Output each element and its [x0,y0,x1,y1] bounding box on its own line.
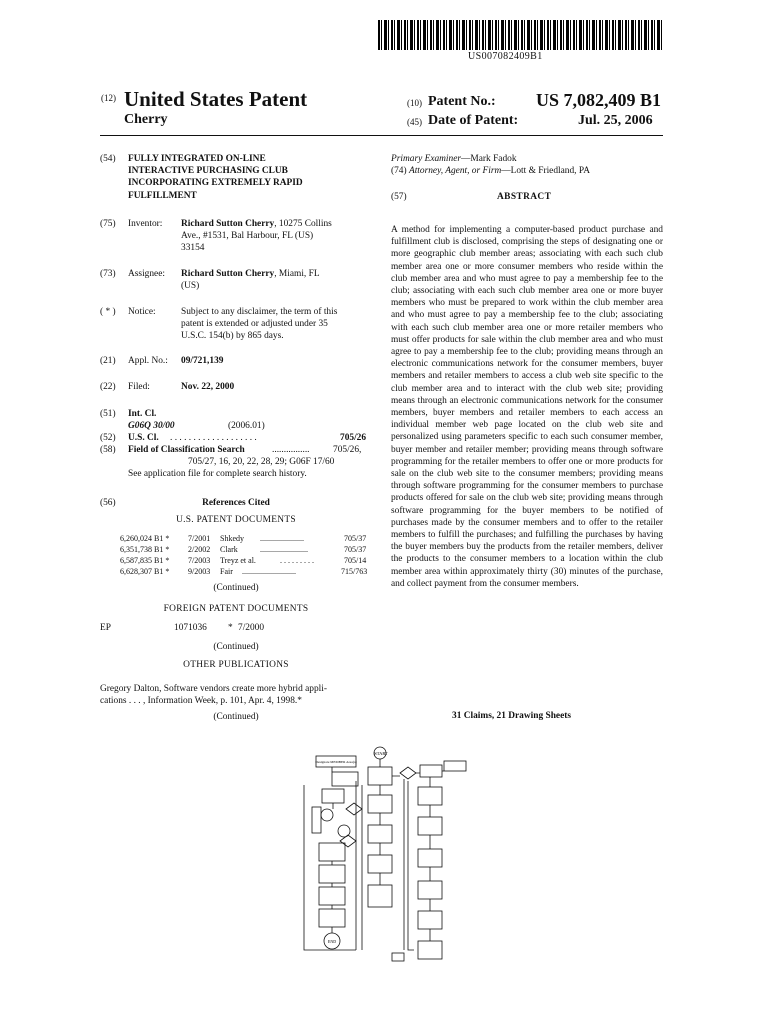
document-box [418,911,442,929]
patent-number: US 7,082,409 B1 [536,90,662,110]
table-row: 6,587,835 B1 * 7/2003 Treyz et al. . . . . . . . . . 705/14 [120,556,367,565]
abstract-code: (57) [391,192,407,202]
notice-label: Notice: [128,307,156,317]
abstract-text: A method for implementing a computer-based product purchase and fulfillment club is disclosed, comprising the steps of designating one or more geographic club member areas; associating with each such club member area one or more consumer members who reside within the club member area and who must agree to pay a membership fee to the club; associating with each such club member area one or more buyer members who must be prepared to work within the club member area and who must agree to pay a membership fee to the club; associating with each such club member area one or more retailer members who must offer products for sale within the club member area and who must agree to pay a membership fee to the club; providing means through an electronic communications network for the consumer members, buyer members and retailer members to access a club web site specific to the club member area and to interact with the club web site; providing means through an electronic communications network for the consumer members, buyer members and retailer members to each access an individual member web page located on the club web site and personalized using parameters specific to each such consumer member, buyer member and retailer member; providing means through software programming for the retailer members to offer one or more products for sale on the club web site to the consumer members; providing means through software programming for the consumer members to purchase products offered for sale on the club web site; providing means through software programming for the buyer members to be notified of purchases made by the consumer members and to offer to the retailer members to fulfill the purchases; and fulfilling the purchases by having the buyer members buy the products from the retailer members, deliver the products to the consumer members to a location within the club member area within approximately thirty (30) minutes of the purchase, and collect payment from the consumer members. [391,225,663,589]
filed-date: Nov. 22, 2000 [181,382,235,392]
field-code: (58) [100,445,116,455]
flow-box [444,761,466,771]
field-classes: 705/27, 16, 20, 22, 28, 29; G06F 17/60 [188,457,335,467]
flow-box [368,885,392,907]
field-label: Field of Classification Search [128,445,245,455]
inventor-code: (75) [100,219,116,229]
table-row: 6,351,738 B1 * 2/2002 Clark ........................ 705/37 [120,545,367,554]
filed-label: Filed: [128,382,150,392]
header-rule [100,135,663,136]
end-label: END [327,939,337,944]
flow-box [322,789,344,803]
decision-diamond [400,767,416,779]
field-dots: ................ [272,445,310,455]
uscl-code: (52) [100,433,116,443]
document-box [368,795,392,813]
notice-text: Subject to any disclaimer, the term of this patent is extended or adjusted under 35 U.S.C. 154(b) by 865 days. [181,307,338,342]
intcl-label: Int. Cl. [128,409,157,419]
start-label: START [374,751,388,756]
examiner-line: Primary Examiner—Mark Fadok [391,154,517,164]
connector-line [392,771,444,776]
document-box [418,817,442,835]
assignee-code: (73) [100,269,116,279]
other-pub-entry: Gregory Dalton, Software vendors create more hybrid appli- cations . . . , Information Week, p. 101, Apr. 4, 1998.* [100,684,328,707]
claims-count: 31 Claims, 21 Drawing Sheets [452,711,572,721]
flow-box [392,953,404,961]
document-box [418,881,442,899]
connector-line [332,767,333,933]
uscl-value: 705/26 [340,433,367,443]
barcode [378,20,662,50]
appl-code: (21) [100,356,116,366]
foreign-country: EP [100,623,111,633]
foreign-mark: * [228,623,233,633]
continued-note: (Continued) [213,583,259,593]
document-box [418,787,442,805]
document-box [418,941,442,959]
refs-title: References Cited [202,498,270,508]
other-pubs-title: OTHER PUBLICATIONS [183,660,289,670]
decision-diamond [346,803,362,815]
continued-note: (Continued) [213,642,259,652]
doc-kind-code: (12) [101,93,116,103]
filed-code: (22) [100,382,116,392]
document-box [368,855,392,873]
table-row: 6,260,024 B1 * 7/2001 Shkedy ...................... 705/37 [120,534,367,543]
title-code: (54) [100,154,116,164]
document-box [319,887,345,905]
assignee-field: Richard Sutton Cherry, Miami, FL (US) [181,269,320,292]
flow-box [332,772,358,786]
us-docs-title: U.S. PATENT DOCUMENTS [176,515,296,525]
document-title: United States Patent [124,87,308,111]
patent-date: Jul. 25, 2006 [578,113,653,128]
document-box [319,909,345,927]
foreign-number: 1071036 [174,623,207,633]
field-value: 705/26, [333,445,362,455]
inventor-field: Richard Sutton Cherry, 10275 Collins Ave., #1531, Bal Harbour, FL (US) 33154 [181,219,332,254]
intcl-date: (2006.01) [228,421,265,431]
intcl-class: G06Q 30/00 [128,421,175,431]
date-code: (45) [407,117,422,127]
publication-number: US007082409B1 [468,51,543,62]
document-box [319,843,345,861]
flow-box [312,807,321,833]
flow-box [368,767,392,785]
continued-note: (Continued) [213,712,259,722]
uscl-label: U.S. Cl. [128,433,159,443]
appl-label: Appl. No.: [128,356,168,366]
intcl-code: (51) [100,409,116,419]
foreign-date: 7/2000 [238,623,265,633]
assignee-label: Assignee: [128,269,165,279]
refs-code: (56) [100,498,116,508]
appl-number: 09/721,139 [181,356,224,366]
document-box [418,849,442,867]
abstract-title: ABSTRACT [497,192,552,202]
flow-box-label: Designate MEMBER Area(s) [315,760,357,764]
date-label: Date of Patent: [428,113,519,128]
attorney-line: (74) Attorney, Agent, or Firm—Lott & Friedland, PA [391,166,590,176]
connector-line [408,781,414,950]
patent-no-label: Patent No.: [428,94,496,109]
uscl-dots: . . . . . . . . . . . . . . . . . . . [170,433,257,443]
document-box [319,865,345,883]
table-row: 6,628,307 B1 * 9/2003 Fair ........................... 715/763 [120,567,368,576]
invention-title: FULLY INTEGRATED ON-LINE INTERACTIVE PURCHASING CLUB INCORPORATING EXTREMELY RAPID FULFILLMENT [128,154,303,201]
document-box [368,825,392,843]
field-history: See application file for complete search history. [128,469,307,479]
flowchart-figure [296,745,468,975]
inventor-label: Inventor: [128,219,163,229]
decision-node [321,809,333,821]
flow-box [420,765,442,777]
notice-code: ( * ) [100,307,116,317]
header-inventor: Cherry [124,112,168,127]
patent-no-code: (10) [407,98,422,108]
foreign-docs-title: FOREIGN PATENT DOCUMENTS [163,604,309,614]
